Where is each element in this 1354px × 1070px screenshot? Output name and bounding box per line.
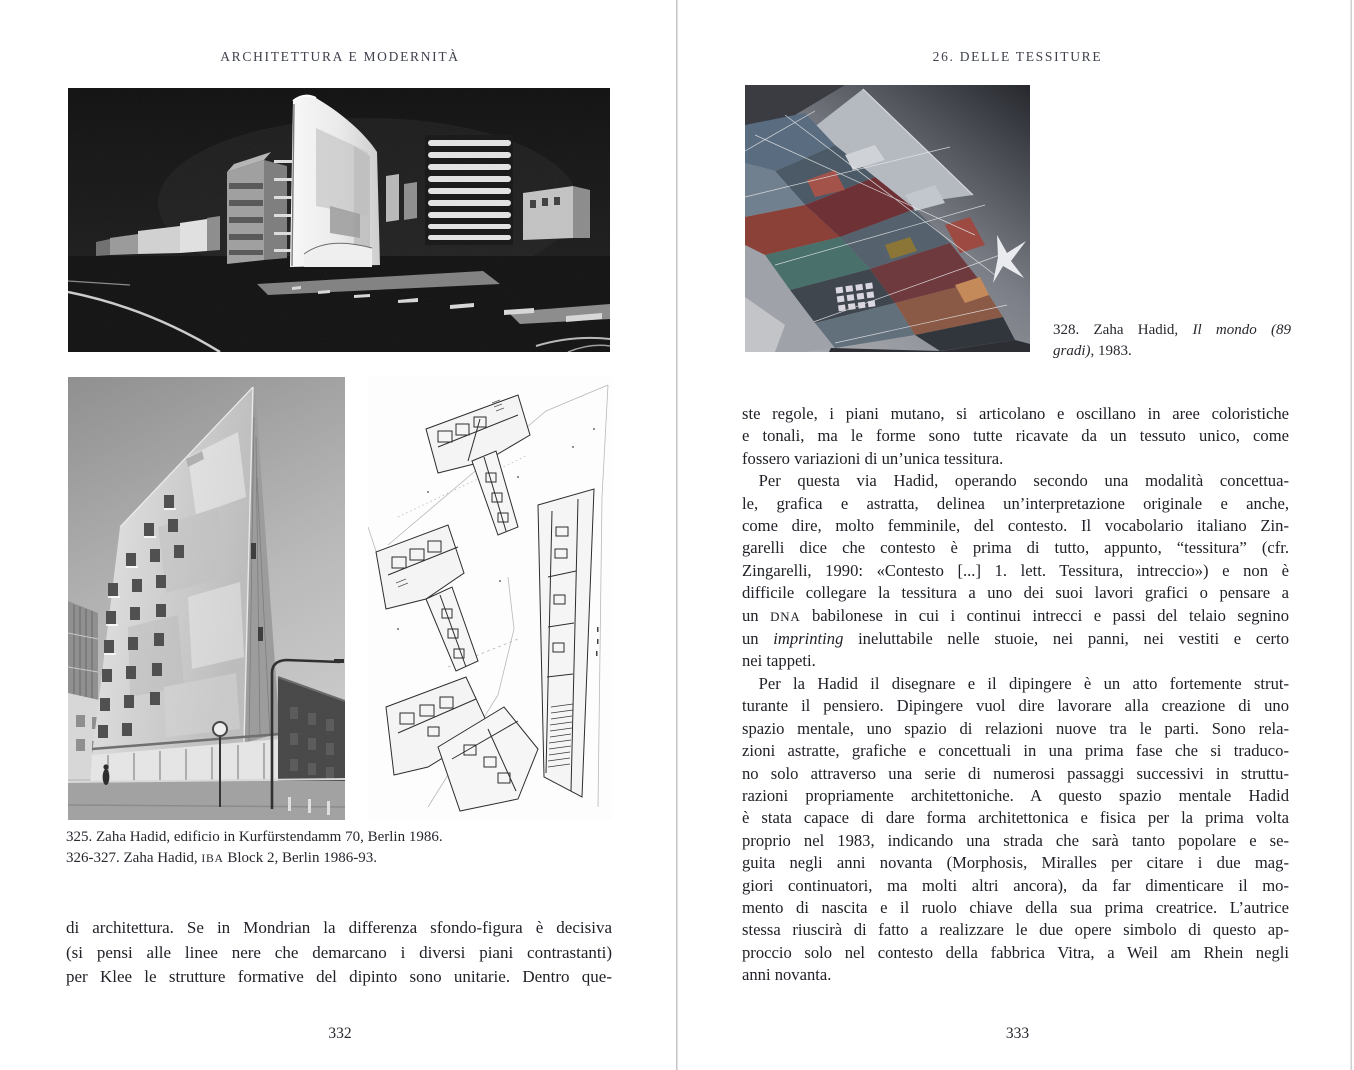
text-line: (si pensi alle linee nere che demarcano i diversi piani contrastanti) [66,942,612,962]
text-line: gradi), 1983. [1053,342,1132,359]
caption-328 [1053,320,1291,361]
text-line: le, grafica e astratta, delinea un’interpretazione originale e anche, [742,493,1289,513]
text-line: guita negli anni novanta (Morphosis, Miralles per citare i due mag- [742,853,1289,873]
text-line: no solo attraverso una serie di numerosi passaggi successivi in struttu- [742,763,1289,783]
text-line: un DNA babilonese in cui i continui intrecci e passi del telaio segnino [742,605,1289,625]
text-line: razioni propriamente architettoniche. A questo spazio mentale Hadid [742,785,1289,805]
text-line: Zingarelli, 1990: «Contesto [...] 1. lett. Tessitura, intreccio») e non è [742,560,1289,580]
text-line: per Klee le strutture formative del dipinto sono unitarie. Dentro que- [66,967,612,987]
left-body-text [66,916,612,990]
figure-painting-il-mondo [745,85,1030,352]
text-line: un imprinting ineluttabile nelle stuoie, nei panni, nei vestiti e certo [742,629,1289,649]
text-line: mento di nascita e il ruolo chiave della sua prima creatrice. L’autrice [742,897,1289,917]
text-line: di architettura. Se in Mondrian la differenza sfondo-figura è decisiva [66,918,612,937]
plan-illustration [368,377,612,820]
text-line: proprio nel 1983, indicando una strada che sarà tanto popolare e se- [742,830,1289,850]
right-body-text [742,403,1289,987]
text-line: Per la Hadid il disegnare e il dipingere è un atto fortemente strut- [742,673,1289,693]
text-line: ste regole, i piani mutano, si articolano e oscillano in aree coloristiche [742,404,1289,423]
montage-illustration [68,88,610,352]
paragraph [742,673,1289,987]
text-line: come dire, molto femminile, del contesto. Il vocabolario italiano Zin- [742,516,1289,536]
text-line: anni novanta. [742,965,832,985]
paragraph [66,916,612,990]
text-line: proccio solo nel contesto della fabbrica Vitra, a Weil am Rhein negli [742,942,1289,962]
text-line: 328. Zaha Hadid, Il mondo (89 [1053,322,1291,338]
text-line: giori continuatori, ma molti altri ancora), da far dimenticare il mo- [742,875,1289,895]
painting-illustration [745,85,1030,352]
right-page-number: 333 [1005,1025,1030,1042]
text-line: turante il pensiero. Dipingere vuol dire lavorare alla creazione di uno [742,696,1289,716]
text-line: 325. Zaha Hadid, edificio in Kurfürstendamm 70, Berlin 1986. [66,829,443,845]
text-line: Per questa via Hadid, operando secondo una modalità concettua- [742,471,1289,491]
paragraph [66,827,596,848]
right-running-header: 26. DELLE TESSITURE [932,49,1103,64]
page-right-edge [1350,0,1352,1070]
paragraph [1053,320,1291,361]
text-line: garelli dice che contesto è prima di tutto, appunto, “tessitura” (cfr. [742,538,1289,558]
text-line: 326-327. Zaha Hadid, IBA Block 2, Berlin 1986-93. [66,849,377,866]
page-gutter-divider [676,0,678,1070]
text-line: difficile collegare la tessitura a uno dei suoi lavori grafici o pensare a [742,583,1289,603]
left-page-number: 332 [328,1025,352,1042]
photo-illustration [68,377,345,820]
captions-325-327 [66,827,596,869]
left-running-header: ARCHITETTURA E MODERNITÀ [220,49,460,64]
text-line: fossero variazioni di un’unica tessitura. [742,448,1004,468]
text-line: e tonali, ma le forme sono tutte ricavate da un tessuto unico, come [742,426,1289,446]
paragraph [742,470,1289,673]
figure-photo-iba-block [68,377,345,820]
text-line: è stata capace di dare forma architettonica e fisica per la prima volta [742,808,1289,828]
figure-plan-drawing [368,377,612,820]
figure-montage-berlin-street [68,88,610,352]
paragraph [742,403,1289,470]
text-line: spazio mentale, uno spazio di relazioni nuove tra le parti. Sono rela- [742,718,1289,738]
text-line: zioni astratte, grafiche e concettuali in una prima fase che si traduco- [742,741,1289,761]
text-line: stessa riuscirà di fatto a realizzare le due opere simbolo di questo ap- [742,920,1289,940]
text-line: nei tappeti. [742,651,816,671]
paragraph [66,848,596,870]
